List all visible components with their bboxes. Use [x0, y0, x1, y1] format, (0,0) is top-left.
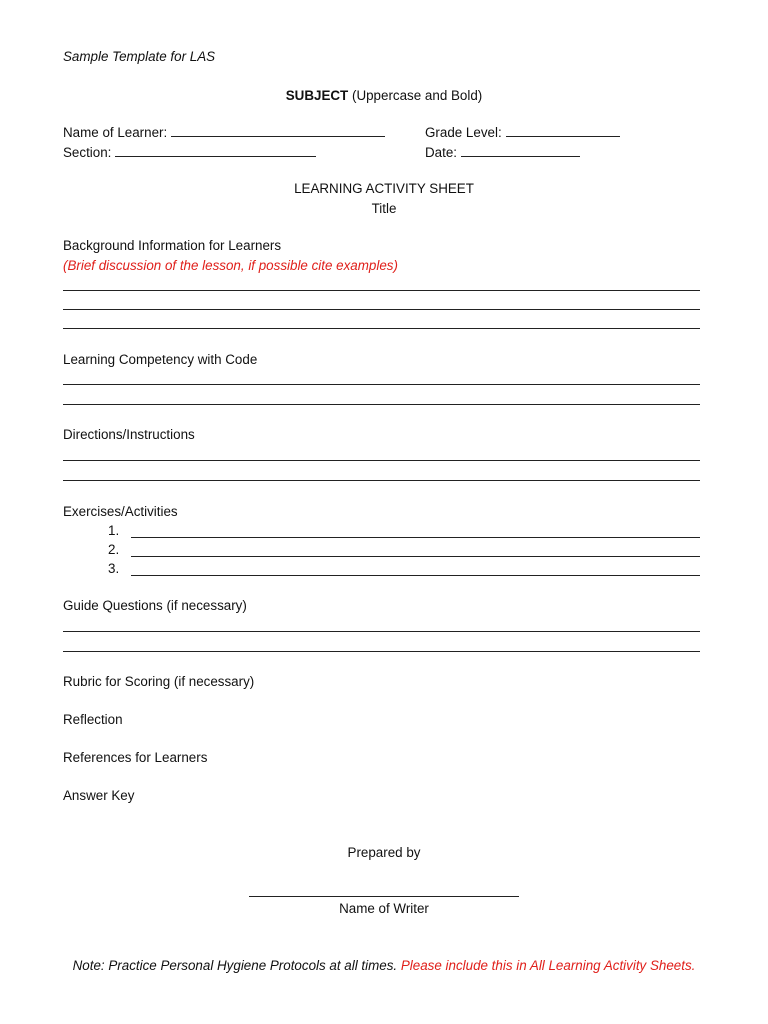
- exercise-number-3: 3.: [108, 561, 120, 576]
- guide-line-2[interactable]: [63, 651, 700, 652]
- background-line-1[interactable]: [63, 290, 700, 291]
- date-blank[interactable]: [461, 144, 580, 157]
- competency-heading: Learning Competency with Code: [63, 352, 258, 367]
- grade-field: [425, 124, 620, 140]
- exercises-heading: Exercises/Activities: [63, 504, 178, 519]
- subject-line: [0, 88, 768, 103]
- section-blank[interactable]: [115, 144, 316, 157]
- section-field: [63, 144, 316, 160]
- background-note: (Brief discussion of the lesson, if possible cite examples): [63, 258, 398, 273]
- directions-line-2[interactable]: [63, 480, 700, 481]
- exercise-line-1[interactable]: [131, 537, 700, 538]
- exercise-line-3[interactable]: [131, 575, 700, 576]
- grade-label: Grade Level:: [425, 125, 502, 140]
- directions-heading: Directions/Instructions: [63, 427, 195, 442]
- footer-note-black: Note: Practice Personal Hygiene Protocols at all times.: [72, 958, 398, 973]
- footer-note-red: Please include this in All Learning Activity Sheets.: [400, 958, 696, 973]
- name-field: [63, 124, 385, 140]
- background-heading: Background Information for Learners: [63, 238, 282, 253]
- subject-note: (Uppercase and Bold): [351, 88, 483, 103]
- background-line-3[interactable]: [63, 328, 700, 329]
- grade-blank[interactable]: [506, 124, 620, 137]
- sheet-heading: LEARNING ACTIVITY SHEET: [294, 181, 474, 196]
- rubric-heading: Rubric for Scoring (if necessary): [63, 674, 255, 689]
- guide-line-1[interactable]: [63, 631, 700, 632]
- prepared-by: Prepared by: [347, 845, 421, 860]
- competency-line-2[interactable]: [63, 404, 700, 405]
- footer-note: [0, 958, 768, 973]
- name-blank[interactable]: [171, 124, 385, 137]
- writer-label: Name of Writer: [339, 901, 429, 916]
- reflection-heading: Reflection: [63, 712, 123, 727]
- directions-line-1[interactable]: [63, 460, 700, 461]
- section-label: Section:: [63, 145, 112, 160]
- exercise-number-1: 1.: [108, 523, 120, 538]
- exercise-number-2: 2.: [108, 542, 120, 557]
- guide-heading: Guide Questions (if necessary): [63, 598, 247, 613]
- sheet-title: Title: [371, 201, 397, 216]
- name-label: Name of Learner:: [63, 125, 168, 140]
- signature-line[interactable]: [249, 896, 519, 897]
- template-label: Sample Template for LAS: [63, 49, 216, 64]
- references-heading: References for Learners: [63, 750, 208, 765]
- date-label: Date:: [425, 145, 458, 160]
- competency-line-1[interactable]: [63, 384, 700, 385]
- exercise-line-2[interactable]: [131, 556, 700, 557]
- subject-heading: SUBJECT: [285, 88, 349, 103]
- date-field: [425, 144, 580, 160]
- answer-key-heading: Answer Key: [63, 788, 135, 803]
- background-line-2[interactable]: [63, 309, 700, 310]
